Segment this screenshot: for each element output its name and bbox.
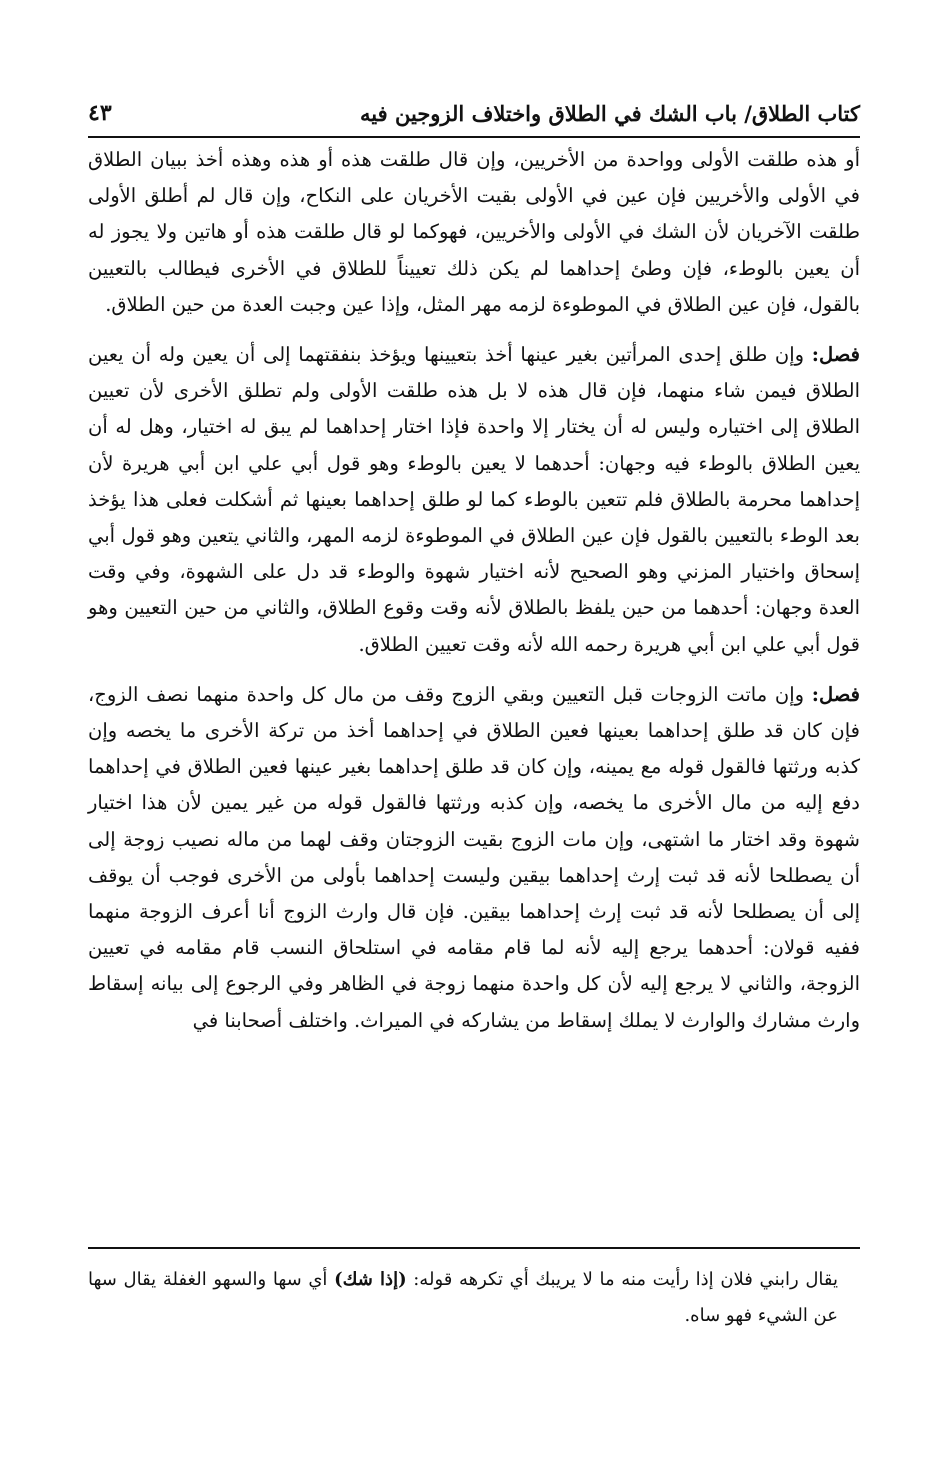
section-marker-fasl: فصل: [811,343,860,367]
main-text [88,142,860,1039]
footnotes [88,1262,860,1334]
page-number: ٤٣ [88,100,112,126]
footnote-rule [88,1247,860,1249]
footnote [88,1262,860,1334]
paragraph-2-text: وإن طلق إحدى المرأتين بغير عينها أخذ بتعيينها ويؤخذ بنفقتهما إلى أن يعين وله أن يعين الطلاق فيمن شاء منهما، فإن قال هذه لا بل هذه طلقت الأولى ولم تطلق الأخرى لأن تعيين الطلاق إلى اختياره وليس له أن يختار إلا واحدة فإذا اختار إحداهما لم يبق له اختيار، وهل له أن يعين الطلاق بالوطء فيه وجهان: أحدهما لا يعين بالوطء وهو قول أبي علي ابن أبي هريرة لأن إحداهما محرمة بالطلاق فلم تتعين بالوطء كما لو طلق إحداهما بعينها ثم أشكلت فعلى هذا يؤخذ بعد الوطء بالتعيين بالقول فإن عين الطلاق في الموطوءة لزمه المهر، والثاني يتعين وهو قول أبي إسحاق واختيار المزني وهو الصحيح لأنه اختيار شهوة والوطء قد دل على الشهوة، وفي وقت العدة وجهان: أحدهما من حين يلفظ بالطلاق لأنه وقت وقوع الطلاق، والثاني من حين التعيين وهو قول أبي علي ابن أبي هريرة رحمه الله لأنه وقت تعيين الطلاق. [88,343,860,656]
paragraph-3-text: وإن ماتت الزوجات قبل التعيين وبقي الزوج وقف من مال كل واحدة منهما نصف الزوج، فإن كان قد طلق إحداهما بعينها فعين الطلاق في إحداهما أخذ من تركة الأخرى ما يخصه وإن كذبه ورثتها فالقول قوله مع يمينه، وإن كان قد طلق إحداهما بغير عينها فعين الطلاق في إحداهما دفع إليه من مال الأخرى ما يخصه، وإن كذبه ورثتها فالقول قوله من غير يمين لأن هذا اختيار شهوة وقد اختار ما اشتهى، وإن مات الزوج بقيت الزوجتان وقف لهما من ماله نصيب زوجة إلى أن يصطلحا لأنه قد ثبت إرث إحداهما بيقين وليست إحداهما بأولى من الأخرى فوجب أن يوقف إلى أن يصطلحا لأنه قد ثبت إرث إحداهما بيقين. فإن قال وارث الزوج أنا أعرف الزوجة منهما ففيه قولان: أحدهما يرجع إليه لأنه لما قام مقامه في استلحاق النسب قام مقامه في تعيين الزوجة، والثاني لا يرجع إليه لأن كل واحدة منهما زوجة في الظاهر وفي الرجوع إلى بيانه إسقاط وارث مشارك والوارث لا يملك إسقاط من يشاركه في الميراث. واختلف أصحابنا في [88,682,860,1032]
running-header [88,96,860,130]
footnote-highlight: (إذا شك) [334,1269,407,1290]
header-rule [88,136,860,138]
section-marker-fasl: فصل: [811,682,860,706]
paragraph-1 [88,142,860,323]
paragraph-1-text: أو هذه طلقت الأولى وواحدة من الأخريين، وإن قال طلقت هذه أو هذه وهذه أخذ ببيان الطلاق في الأولى والأخريين فإن عين في الأولى بقيت الأخريان على النكاح، وإن قال لم أطلق الأولى طلقت الآخريان لأن الشك في الأولى والأخريين، فهوكما لو قال طلقت هذه أو هاتين ولا يجوز له أن يعين بالوطء، فإن وطئ إحداهما لم يكن ذلك تعييناً للطلاق في الأخرى فيطالب بالتعيين بالقول، فإن عين الطلاق في الموطوءة لزمه مهر المثل، وإذا عين وجبت العدة من حين الطلاق. [88,148,860,316]
running-header-title: كتاب الطلاق/ باب الشك في الطلاق واختلاف الزوجين فيه [360,100,860,126]
footnote-text-after: أي سها والسهو الغفلة يقال سها عن الشيء فهو ساه. [88,1269,838,1326]
paragraph-3 [88,677,860,1039]
paragraph-2 [88,337,860,663]
footnote-text-before: يقال رابني فلان إذا رأيت منه ما لا يريبك أي تكرهه قوله: [406,1269,838,1290]
